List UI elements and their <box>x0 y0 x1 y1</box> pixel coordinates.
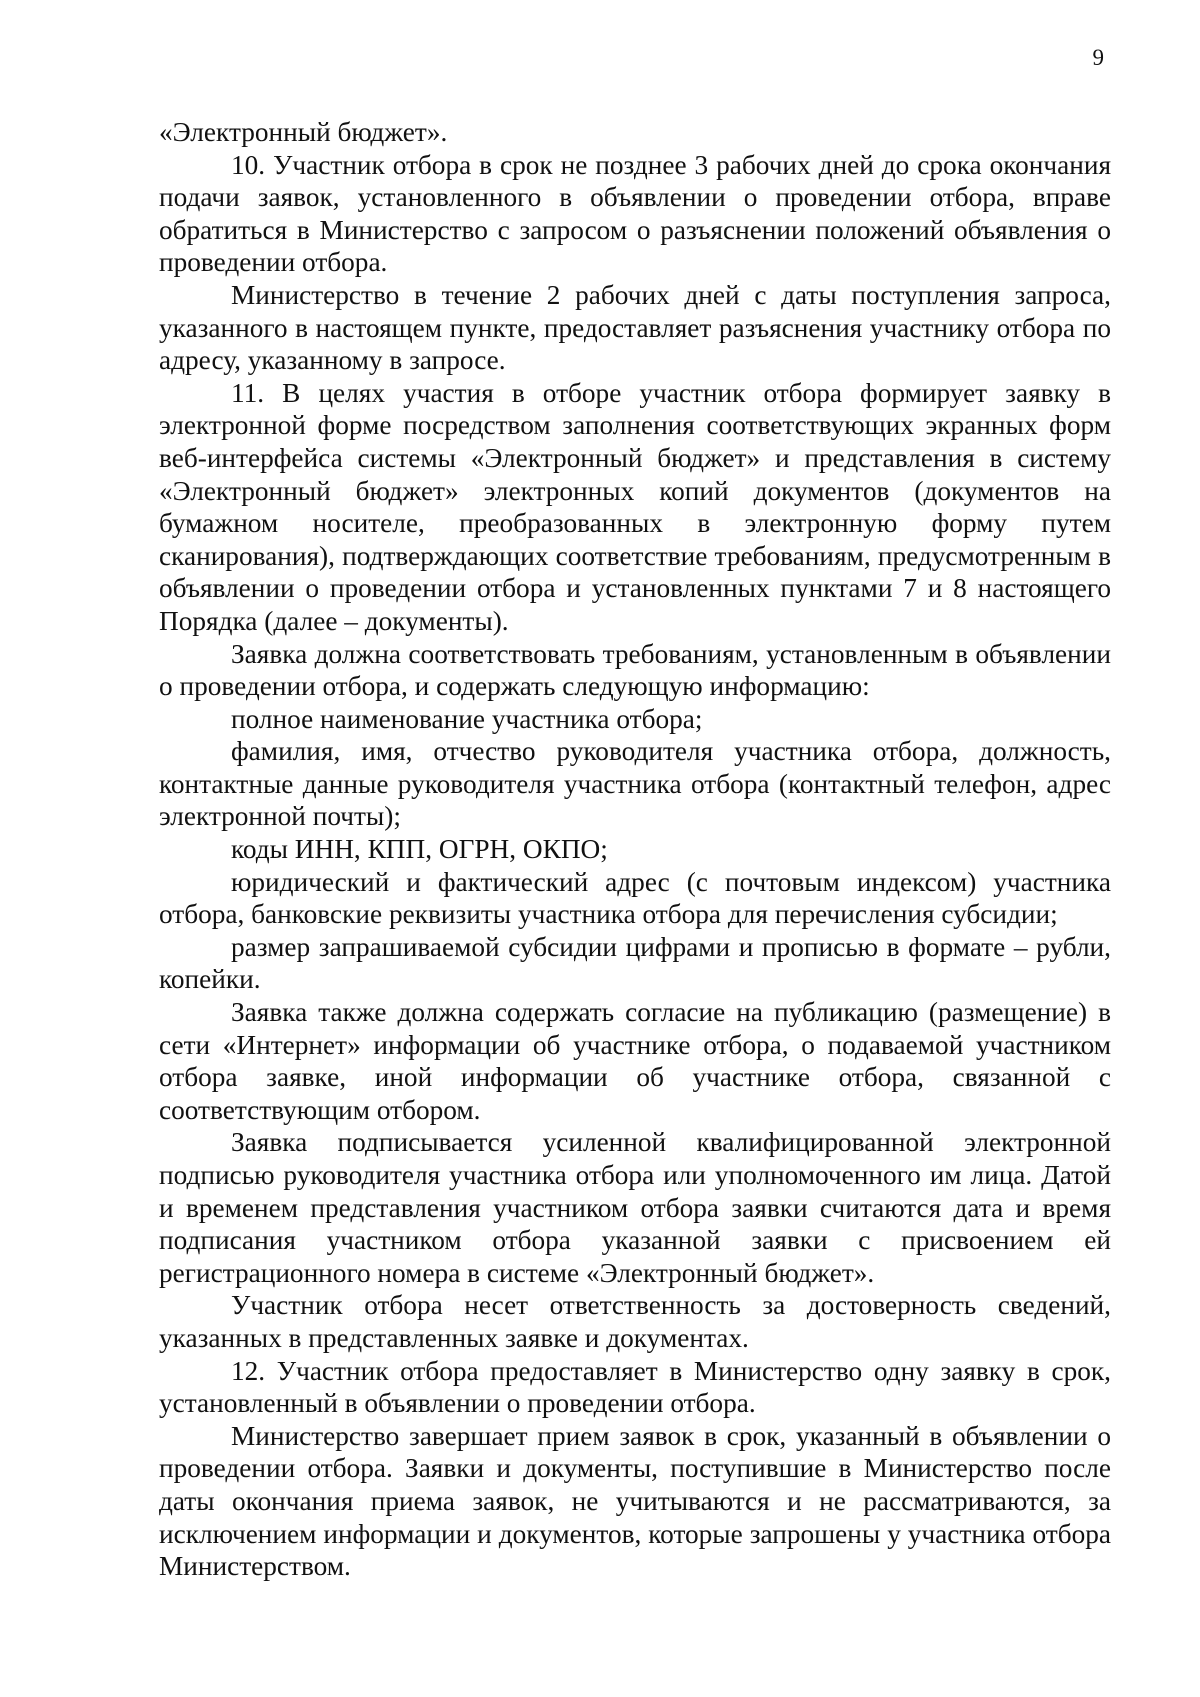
page-number: 9 <box>1092 45 1104 70</box>
list-item: коды ИНН, КПП, ОГРН, ОКПО; <box>231 834 608 865</box>
paragraph: Министерство в течение 2 рабочих дней с даты поступления запроса, указанного в настоящем пункте, предоставляет разъяснения участнику отбора по адресу, указанному в запросе. <box>159 279 1111 376</box>
paragraph: «Электронный бюджет». <box>159 117 448 147</box>
paragraph: Заявка подписывается усиленной квалифицированной электронной подписью руководителя участника отбора или уполномоченного им лица. Датой и временем представления участником отбора заявки считаются дата и время подписания участником отбора указанной заявки с присвоением ей регистрационного номера в системе «Электронный бюджет». <box>159 1127 1111 1288</box>
paragraph: Министерство завершает прием заявок в срок, указанный в объявлении о проведении отбора. Заявки и документы, поступившие в Министерство после даты окончания приема заявок, не учитываются и не рассматриваются, за исключением информации и документов, которые запрошены у участника отбора Министерством. <box>159 1420 1111 1582</box>
paragraph: 12. Участник отбора предоставляет в Министерство одну заявку в срок, установленный в объявлении о проведении отбора. <box>159 1355 1111 1419</box>
list-item: полное наименование участника отбора; <box>231 703 703 734</box>
paragraph: Участник отбора несет ответственность за достоверность сведений, указанных в представленных заявке и документах. <box>159 1290 1111 1353</box>
paragraph: Заявка также должна содержать согласие на публикацию (размещение) в сети «Интернет» информации об участнике отбора, о подаваемой участником отбора заявке, иной информации об участнике отбора, связанной с соответствующим отбором. <box>159 997 1111 1125</box>
document-body <box>159 116 1111 1583</box>
list-item: фамилия, имя, отчество руководителя участника отбора, должность, контактные данные руководителя участника отбора (контактный телефон, адрес электронной почты); <box>159 736 1111 832</box>
paragraph: 10. Участник отбора в срок не позднее 3 рабочих дней до срока окончания подачи заявок, установленного в объявлении о проведении отбора, вправе обратиться в Министерство с запросом о разъяснении положений объявления о проведении отбора. <box>159 149 1111 278</box>
list-item: размер запрашиваемой субсидии цифрами и прописью в формате – рубли, копейки. <box>159 931 1111 995</box>
paragraph: 11. В целях участия в отборе участник отбора формирует заявку в электронной форме посредством заполнения соответствующих экранных форм веб-интерфейса системы «Электронный бюджет» и представления в систему «Электронный бюджет» электронных копий документов (документов на бумажном носителе, преобразованных в электронную форму путем сканирования), подтверждающих соответствие требованиям, предусмотренным в объявлении о проведении отбора и установленных пунктами 7 и 8 настоящего Порядка (далее – документы). <box>159 377 1111 636</box>
paragraph: Заявка должна соответствовать требованиям, установленным в объявлении о проведении отбора, и содержать следующую информацию: <box>159 638 1111 702</box>
list-item: юридический и фактический адрес (с почтовым индексом) участника отбора, банковские реквизиты участника отбора для перечисления субсидии; <box>159 866 1111 930</box>
